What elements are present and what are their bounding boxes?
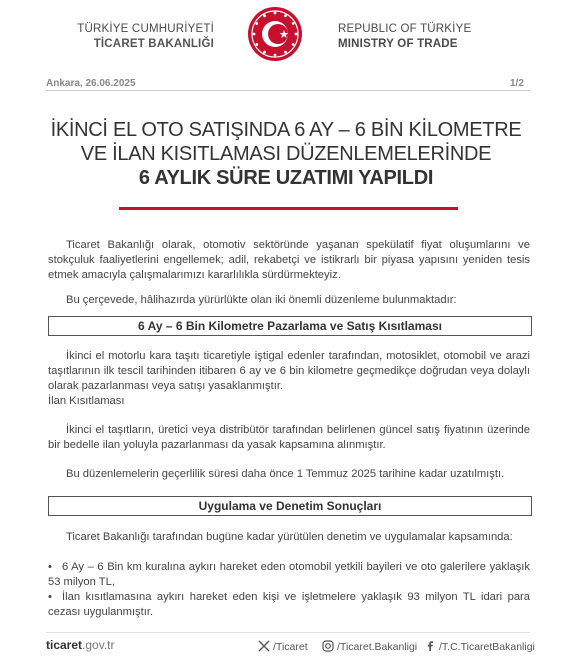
footer-facebook-link[interactable] — [424, 640, 535, 653]
footer-divider — [46, 632, 530, 633]
instagram-icon — [322, 640, 334, 652]
website-domain: .gov.tr — [82, 638, 115, 652]
paragraph-restriction: İkinci el motorlu kara taşıtı ticaretiyle iştigal edenler tarafından, motosiklet, otomobil ve arazi taşıtlarının ilk tescil tarihinden itibaren 6 ay ve 6 bin kilometre geçmedikçe doğrudan veya dolaylı olarak pazarlanması veya satışı yasaklanmıştır. — [48, 350, 530, 392]
page-number: 1/2 — [510, 78, 524, 89]
paragraph-validity: Bu düzenlemelerin geçerlilik süresi daha önce 1 Temmuz 2025 tarihine kadar uzatılmıştı. — [66, 468, 505, 480]
bullet-text-2: İlan kısıtlamasına aykırı hareket eden kişi ve işletmelere yaklaşık 93 milyon TL idari para cezası uygulanmıştır. — [48, 591, 530, 618]
paragraph-framework: Bu çerçevede, hâlihazırda yürürlükte olan iki önemli düzenleme bulunmaktadır: — [66, 294, 457, 306]
title-line-3: 6 AYLIK SÜRE UZATIMI YAPILDI — [138, 167, 434, 189]
facebook-icon — [424, 640, 436, 652]
paragraph-intro: Ticaret Bakanlığı olarak, otomotiv sektöründe yaşanan spekülatif fiyat oluşumlarını ve stokçuluk faaliyetlerini engellemek; adil, rekabetçi ve istikrarlı bir piyasa yapısını yeniden tesis etmek amacıyla çalışmalarımızı kararlılıkla sürdürmekteyiz. — [48, 239, 530, 281]
header-right — [338, 22, 518, 52]
bullet-marker: • — [48, 561, 52, 573]
place-date: Ankara, 26.06.2025 — [46, 78, 136, 89]
paragraph-ad-restriction-heading: İlan Kısıtlaması — [48, 395, 125, 407]
section-box-restriction: 6 Ay – 6 Bin Kilometre Pazarlama ve Satış Kısıtlaması — [48, 316, 532, 336]
title-line-2: VE İLAN KISITLAMASI DÜZENLEMELERİNDE — [80, 143, 492, 165]
page-title — [30, 118, 542, 190]
paragraph-results-intro: Ticaret Bakanlığı tarafından bugüne kadar yürütülen denetim ve uygulamalar kapsamında: — [66, 531, 513, 543]
country-name-en: REPUBLIC OF TÜRKİYE — [338, 23, 472, 35]
title-line-1: İKİNCİ EL OTO SATIŞINDA 6 AY – 6 BİN KİLOMETRE — [50, 119, 522, 141]
title-underline — [119, 207, 458, 210]
ministry-emblem-icon — [247, 6, 303, 62]
ministry-name-tr: TİCARET BAKANLIĞI — [93, 38, 214, 50]
footer-instagram-link[interactable] — [322, 640, 417, 653]
bullet-item-1 — [48, 560, 530, 590]
facebook-handle: /T.C.TicaretBakanligi — [439, 641, 535, 653]
footer-x-link[interactable] — [258, 640, 308, 653]
ministry-name-en: MINISTRY OF TRADE — [338, 38, 458, 50]
x-handle: /Ticaret — [273, 641, 308, 653]
header-divider — [46, 90, 530, 91]
bullet-item-2 — [48, 590, 530, 620]
bullet-marker: • — [48, 591, 52, 603]
header-left — [64, 22, 214, 52]
footer-website[interactable] — [46, 638, 115, 652]
website-brand: ticaret — [46, 638, 83, 652]
instagram-handle: /Ticaret.Bakanligi — [337, 641, 418, 653]
paragraph-ad-restriction: İkinci el taşıtların, üretici veya distribütör tarafından belirlenen güncel satış fiyatının üzerinde bir bedelle ilan yoluyla pazarlanması da yasak kapsamına alınmıştır. — [48, 424, 530, 451]
country-name-tr: TÜRKİYE CUMHURİYETİ — [77, 23, 214, 35]
section-box-results: Uygulama ve Denetim Sonuçları — [48, 496, 532, 516]
x-icon — [258, 640, 270, 652]
bullet-text-1: 6 Ay – 6 Bin km kuralına aykırı hareket eden otomobil yetkili bayileri ve oto galerilere yaklaşık 53 milyon TL, — [48, 561, 530, 588]
